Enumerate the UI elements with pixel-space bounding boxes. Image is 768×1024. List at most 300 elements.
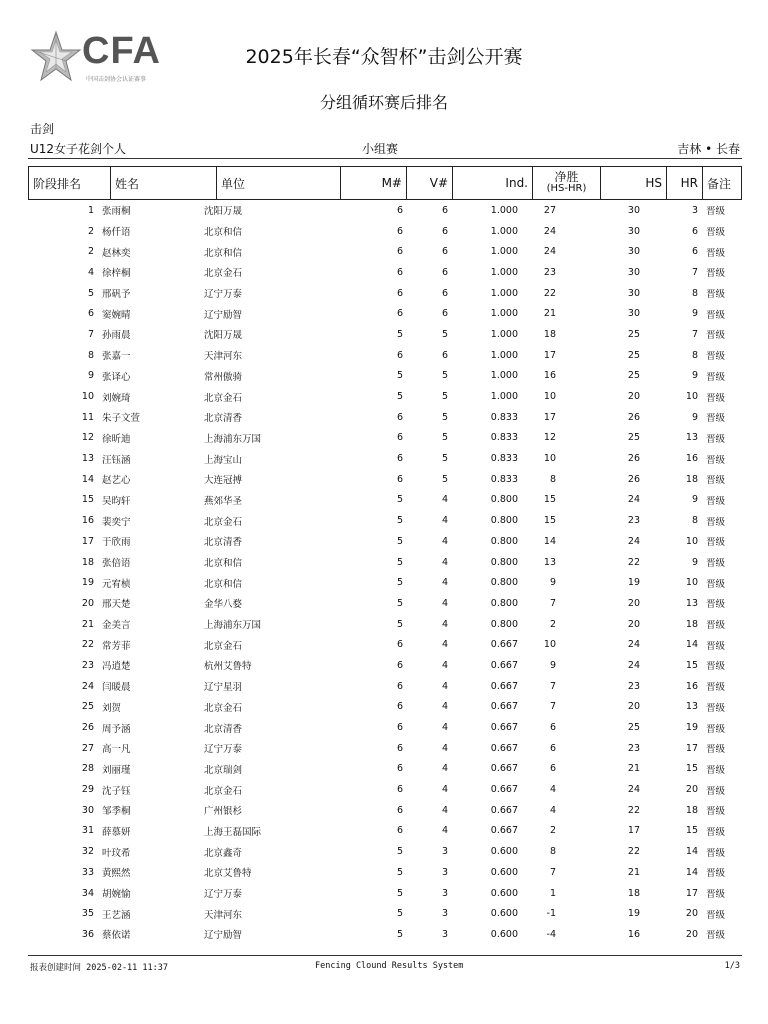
cell-hr: 13 [685, 597, 698, 609]
cell-victories: 5 [441, 411, 448, 423]
cell-note: 晋级 [706, 578, 726, 590]
cell-club: 辽宁万泰 [204, 744, 243, 756]
cell-hr: 15 [685, 763, 698, 775]
col-net-line2: (HS-HR) [546, 183, 587, 194]
cell-victories: 5 [441, 473, 448, 485]
cell-hr: 10 [685, 535, 698, 547]
cell-index: 0.800 [490, 494, 518, 506]
cell-hs: 23 [627, 680, 640, 692]
cell-note: 晋级 [706, 247, 726, 259]
table-row [28, 531, 741, 552]
cell-rank: 32 [81, 846, 94, 858]
cell-club: 北京和信 [204, 247, 243, 259]
table-row [28, 614, 741, 635]
cell-note: 晋级 [706, 599, 726, 611]
cell-name: 蔡依诺 [102, 930, 131, 942]
cell-matches: 5 [396, 887, 403, 899]
cell-index: 0.667 [490, 639, 518, 651]
cell-name: 徐梓桐 [102, 268, 131, 280]
cell-note: 晋级 [706, 661, 726, 673]
cell-club: 上海浦东万国 [204, 620, 262, 632]
cell-net: 7 [549, 866, 556, 878]
cell-matches: 6 [396, 804, 403, 816]
cell-hs: 21 [627, 866, 640, 878]
cell-victories: 5 [441, 328, 448, 340]
cell-hs: 22 [627, 846, 640, 858]
table-row [28, 903, 741, 924]
cell-index: 1.000 [490, 246, 518, 258]
cell-rank: 22 [81, 639, 94, 651]
cell-net: 6 [549, 722, 556, 734]
table-row [28, 221, 741, 242]
cell-hr: 20 [685, 928, 698, 940]
cell-club: 北京鑫奇 [204, 847, 243, 859]
cell-matches: 6 [396, 784, 403, 796]
cell-rank: 9 [87, 370, 94, 382]
cell-name: 徐昕迪 [102, 433, 131, 445]
cell-name: 张倍语 [102, 558, 131, 570]
col-note: 备注 [703, 167, 742, 200]
table-row [28, 593, 741, 614]
cell-rank: 21 [81, 618, 94, 630]
cell-club: 沈阳万晟 [204, 206, 243, 218]
cell-name: 杨仟语 [102, 227, 131, 239]
cell-hs: 30 [627, 225, 640, 237]
cell-net: 24 [543, 225, 556, 237]
cell-hs: 20 [627, 391, 640, 403]
cell-hs: 23 [627, 515, 640, 527]
cell-rank: 19 [81, 577, 94, 589]
cell-note: 晋级 [706, 309, 726, 321]
cell-index: 1.000 [490, 391, 518, 403]
cell-matches: 5 [396, 597, 403, 609]
cell-club: 辽宁万泰 [204, 889, 243, 901]
cell-index: 1.000 [490, 370, 518, 382]
cell-hr: 7 [691, 266, 698, 278]
cell-note: 晋级 [706, 330, 726, 342]
cell-matches: 6 [396, 742, 403, 754]
cell-victories: 5 [441, 370, 448, 382]
cell-matches: 6 [396, 680, 403, 692]
results-table-header [28, 166, 742, 200]
cell-net: 15 [543, 515, 556, 527]
cell-name: 元宥桢 [102, 578, 131, 590]
cell-note: 晋级 [706, 558, 726, 570]
cell-hs: 25 [627, 328, 640, 340]
cell-hs: 30 [627, 204, 640, 216]
cell-club: 杭州艾鲁特 [204, 661, 252, 673]
cell-club: 北京金石 [204, 268, 243, 280]
cell-index: 0.667 [490, 659, 518, 671]
cell-net: 4 [549, 784, 556, 796]
cell-name: 孙雨晨 [102, 330, 131, 342]
cell-victories: 4 [441, 825, 448, 837]
cell-hr: 18 [685, 473, 698, 485]
cell-index: 0.833 [490, 411, 518, 423]
cell-victories: 5 [441, 391, 448, 403]
cell-note: 晋级 [706, 495, 726, 507]
cell-index: 0.600 [490, 908, 518, 920]
cell-note: 晋级 [706, 744, 726, 756]
cell-name: 刘婉琦 [102, 392, 131, 404]
cell-note: 晋级 [706, 351, 726, 363]
cell-net: 6 [549, 763, 556, 775]
logo-text: CFA [82, 30, 161, 72]
table-row [28, 821, 741, 842]
table-row [28, 262, 741, 283]
logo-subtext: 中国击剑协会认证赛事 [86, 76, 147, 83]
cell-net: 14 [543, 535, 556, 547]
cell-note: 晋级 [706, 702, 726, 714]
cell-name: 叶玟希 [102, 847, 131, 859]
cell-hs: 21 [627, 763, 640, 775]
cell-hs: 24 [627, 535, 640, 547]
cell-matches: 5 [396, 515, 403, 527]
event-location: 吉林 • 长春 [677, 142, 740, 156]
cell-hs: 26 [627, 453, 640, 465]
cell-hs: 22 [627, 804, 640, 816]
cell-club: 大连冠搏 [204, 475, 243, 487]
cell-index: 0.800 [490, 618, 518, 630]
cell-rank: 31 [81, 825, 94, 837]
system-name: Fencing Clound Results System [315, 961, 464, 971]
table-row [28, 634, 741, 655]
cell-victories: 3 [441, 866, 448, 878]
table-row [28, 510, 741, 531]
cell-hr: 3 [691, 204, 698, 216]
cell-hr: 8 [691, 515, 698, 527]
cell-matches: 5 [396, 928, 403, 940]
cell-hr: 20 [685, 908, 698, 920]
cell-net: 2 [549, 825, 556, 837]
cell-note: 晋级 [706, 371, 726, 383]
cell-net: 2 [549, 618, 556, 630]
cell-index: 1.000 [490, 349, 518, 361]
cell-index: 0.800 [490, 556, 518, 568]
cell-name: 黄熙然 [102, 868, 131, 880]
cell-matches: 5 [396, 391, 403, 403]
cell-club: 沈阳万晟 [204, 330, 243, 342]
cell-index: 0.667 [490, 680, 518, 692]
cell-victories: 3 [441, 908, 448, 920]
report-created-time: 报表创建时间 2025-02-11 11:37 [30, 963, 168, 973]
cell-name: 吴昀轩 [102, 495, 131, 507]
cell-victories: 6 [441, 287, 448, 299]
cell-matches: 6 [396, 659, 403, 671]
cell-matches: 6 [396, 453, 403, 465]
table-row [28, 883, 741, 904]
cell-net: 7 [549, 680, 556, 692]
cell-net: 16 [543, 370, 556, 382]
table-row [28, 862, 741, 883]
cell-rank: 7 [87, 328, 94, 340]
cell-note: 晋级 [706, 826, 726, 838]
cell-matches: 5 [396, 908, 403, 920]
cell-name: 薛慕妍 [102, 826, 131, 838]
cell-name: 刘丽瑾 [102, 764, 131, 776]
cell-index: 0.667 [490, 784, 518, 796]
cell-hs: 18 [627, 887, 640, 899]
cell-victories: 4 [441, 618, 448, 630]
cell-index: 0.667 [490, 742, 518, 754]
cell-hr: 19 [685, 722, 698, 734]
table-row [28, 386, 741, 407]
cell-name: 刘贺 [102, 702, 122, 714]
cell-victories: 6 [441, 266, 448, 278]
cell-hs: 25 [627, 370, 640, 382]
table-row [28, 779, 741, 800]
cell-rank: 34 [81, 887, 94, 899]
event-info-row [30, 140, 740, 158]
table-row [28, 469, 741, 490]
cell-hr: 9 [691, 411, 698, 423]
cell-victories: 6 [441, 204, 448, 216]
cell-index: 0.800 [490, 535, 518, 547]
cell-net: 1 [549, 887, 556, 899]
cell-victories: 4 [441, 556, 448, 568]
col-club: 单位 [217, 167, 341, 200]
cell-matches: 6 [396, 246, 403, 258]
col-rank: 阶段排名 [29, 167, 111, 200]
cell-matches: 5 [396, 370, 403, 382]
cell-victories: 6 [441, 349, 448, 361]
cell-net: 6 [549, 742, 556, 754]
col-victories: V# [407, 167, 453, 200]
cell-note: 晋级 [706, 475, 726, 487]
cell-hr: 13 [685, 432, 698, 444]
cell-note: 晋级 [706, 723, 726, 735]
cell-net: 10 [543, 639, 556, 651]
cell-rank: 17 [81, 535, 94, 547]
cell-net: 18 [543, 328, 556, 340]
cell-victories: 3 [441, 928, 448, 940]
cell-index: 0.800 [490, 597, 518, 609]
cell-name: 闫暖晨 [102, 682, 131, 694]
table-row [28, 717, 741, 738]
cell-hs: 20 [627, 597, 640, 609]
cell-victories: 4 [441, 763, 448, 775]
cell-name: 张嘉一 [102, 351, 131, 363]
cell-rank: 28 [81, 763, 94, 775]
cell-note: 晋级 [706, 868, 726, 880]
cell-matches: 6 [396, 349, 403, 361]
cell-club: 北京和信 [204, 578, 243, 590]
cell-rank: 23 [81, 659, 94, 671]
cell-index: 0.800 [490, 515, 518, 527]
cell-hr: 17 [685, 887, 698, 899]
col-net [533, 167, 601, 200]
cell-hs: 24 [627, 494, 640, 506]
cell-net: 17 [543, 349, 556, 361]
table-row [28, 572, 741, 593]
cell-hs: 30 [627, 308, 640, 320]
table-row [28, 552, 741, 573]
table-row [28, 324, 741, 345]
cell-net: -1 [546, 908, 556, 920]
cell-hr: 14 [685, 846, 698, 858]
cell-victories: 4 [441, 639, 448, 651]
cell-name: 邹季桐 [102, 806, 131, 818]
cell-net: 17 [543, 411, 556, 423]
cell-victories: 4 [441, 742, 448, 754]
cell-hr: 9 [691, 370, 698, 382]
cell-net: 21 [543, 308, 556, 320]
cell-hr: 14 [685, 639, 698, 651]
cell-index: 0.667 [490, 825, 518, 837]
cell-index: 1.000 [490, 308, 518, 320]
cell-name: 王艺涵 [102, 909, 131, 921]
cell-name: 朱子文萱 [102, 413, 141, 425]
cell-net: 10 [543, 391, 556, 403]
table-row [28, 407, 741, 428]
table-row [28, 428, 741, 449]
table-row [28, 800, 741, 821]
cell-club: 辽宁万泰 [204, 289, 243, 301]
cell-matches: 6 [396, 411, 403, 423]
cell-matches: 6 [396, 266, 403, 278]
cell-matches: 6 [396, 432, 403, 444]
cell-victories: 3 [441, 887, 448, 899]
cell-hr: 16 [685, 680, 698, 692]
cell-club: 天津河东 [204, 351, 243, 363]
cell-index: 0.800 [490, 577, 518, 589]
cell-rank: 11 [81, 411, 94, 423]
cell-note: 晋级 [706, 909, 726, 921]
cell-name: 常芳菲 [102, 640, 131, 652]
cell-name: 张译心 [102, 371, 131, 383]
cell-name: 赵林奕 [102, 247, 131, 259]
page-number: 1/3 [724, 961, 740, 971]
cell-victories: 4 [441, 722, 448, 734]
cell-name: 胡婉愉 [102, 889, 131, 901]
cell-matches: 6 [396, 225, 403, 237]
cell-hr: 10 [685, 577, 698, 589]
cell-hr: 13 [685, 701, 698, 713]
cell-net: 10 [543, 453, 556, 465]
cell-net: 9 [549, 577, 556, 589]
cell-matches: 5 [396, 494, 403, 506]
cell-name: 金美言 [102, 620, 131, 632]
cell-club: 北京金石 [204, 785, 243, 797]
cell-net: 9 [549, 659, 556, 671]
cell-net: 27 [543, 204, 556, 216]
cell-index: 1.000 [490, 287, 518, 299]
page-title: 2025年长春“众智杯”击剑公开赛 [245, 46, 523, 68]
cell-hr: 6 [691, 225, 698, 237]
cell-hs: 20 [627, 618, 640, 630]
table-row [28, 366, 741, 387]
col-index: Ind. [453, 167, 533, 200]
cell-note: 晋级 [706, 413, 726, 425]
cell-note: 晋级 [706, 227, 726, 239]
table-row [28, 924, 741, 945]
cell-name: 沈子钰 [102, 785, 131, 797]
cell-index: 1.000 [490, 204, 518, 216]
cell-hr: 9 [691, 308, 698, 320]
cell-victories: 4 [441, 680, 448, 692]
cell-net: 7 [549, 597, 556, 609]
cell-index: 0.600 [490, 887, 518, 899]
cell-rank: 25 [81, 701, 94, 713]
cell-hr: 9 [691, 494, 698, 506]
table-row [28, 200, 741, 221]
cell-club: 辽宁励智 [204, 930, 243, 942]
cell-rank: 5 [87, 287, 94, 299]
table-row [28, 345, 741, 366]
cell-club: 北京金石 [204, 702, 243, 714]
cell-note: 晋级 [706, 930, 726, 942]
cell-hs: 30 [627, 266, 640, 278]
cell-hr: 6 [691, 246, 698, 258]
cell-hr: 8 [691, 349, 698, 361]
cell-matches: 6 [396, 763, 403, 775]
col-matches: M# [341, 167, 407, 200]
table-row [28, 241, 741, 262]
cell-hs: 30 [627, 246, 640, 258]
cell-club: 北京清香 [204, 723, 243, 735]
cell-rank: 14 [81, 473, 94, 485]
cell-hs: 25 [627, 432, 640, 444]
cell-note: 晋级 [706, 620, 726, 632]
cell-note: 晋级 [706, 785, 726, 797]
cell-club: 北京金石 [204, 392, 243, 404]
cell-rank: 27 [81, 742, 94, 754]
cell-hr: 14 [685, 866, 698, 878]
cell-rank: 4 [87, 266, 94, 278]
cell-hr: 10 [685, 391, 698, 403]
cell-note: 晋级 [706, 764, 726, 776]
col-name: 姓名 [111, 167, 217, 200]
cell-hs: 19 [627, 908, 640, 920]
cell-net: 7 [549, 701, 556, 713]
cell-note: 晋级 [706, 289, 726, 301]
cell-name: 邢矾予 [102, 289, 131, 301]
table-row [28, 759, 741, 780]
cell-hr: 18 [685, 618, 698, 630]
cell-index: 0.667 [490, 701, 518, 713]
cell-rank: 26 [81, 722, 94, 734]
cell-matches: 5 [396, 618, 403, 630]
cell-club: 上海浦东万国 [204, 433, 262, 445]
cell-matches: 5 [396, 846, 403, 858]
cell-hs: 24 [627, 784, 640, 796]
cell-hs: 26 [627, 473, 640, 485]
cell-hs: 17 [627, 825, 640, 837]
table-row [28, 303, 741, 324]
cell-victories: 4 [441, 577, 448, 589]
cell-victories: 4 [441, 804, 448, 816]
cell-hr: 20 [685, 784, 698, 796]
cell-matches: 5 [396, 577, 403, 589]
cell-name: 于欣雨 [102, 537, 131, 549]
cell-matches: 5 [396, 328, 403, 340]
cell-name: 邢天楚 [102, 599, 131, 611]
cell-note: 晋级 [706, 268, 726, 280]
table-row [28, 676, 741, 697]
table-row [28, 448, 741, 469]
cell-hr: 15 [685, 825, 698, 837]
cell-rank: 1 [87, 204, 94, 216]
table-row [28, 490, 741, 511]
cell-matches: 6 [396, 722, 403, 734]
cell-index: 1.000 [490, 328, 518, 340]
cell-index: 0.833 [490, 453, 518, 465]
cell-club: 上海宝山 [204, 454, 243, 466]
cell-victories: 6 [441, 308, 448, 320]
cell-name: 窦婉晴 [102, 309, 131, 321]
cell-index: 0.600 [490, 928, 518, 940]
cell-hs: 22 [627, 556, 640, 568]
